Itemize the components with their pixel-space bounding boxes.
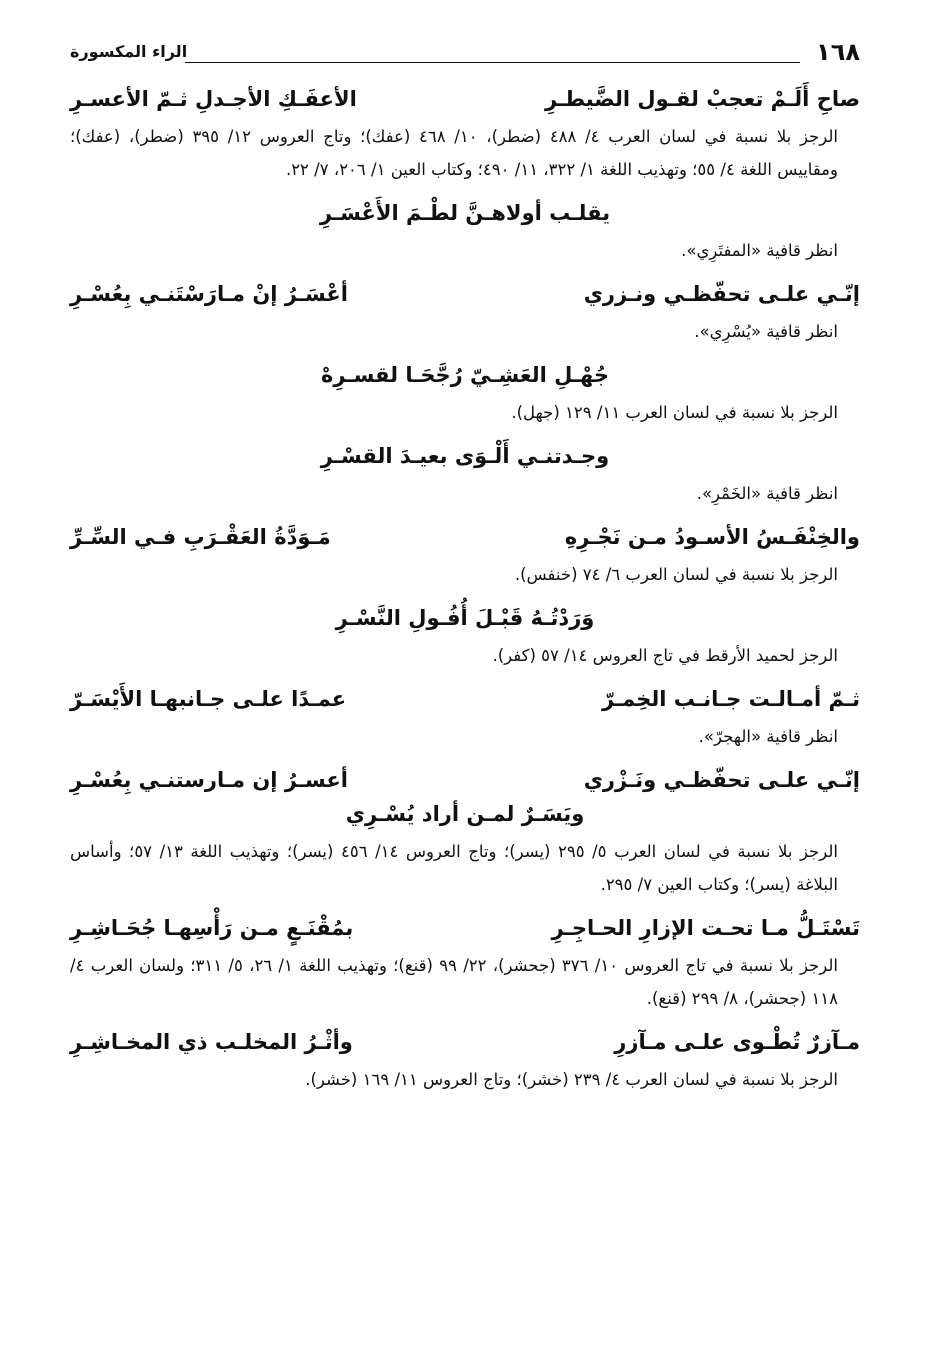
document-page: [70, 38, 860, 1096]
verse-line: [70, 84, 860, 114]
verse-single-hemistich: وَرَدْتُـهُ قَبْـلَ أُفُـولِ النَّسْـرِ: [335, 606, 595, 630]
source-note: الرجز بلا نسبة في لسان العرب ٤/ ٤٨٨ (ضطر)، ١٠/ ٤٦٨ (عفك)؛ وتاج العروس ١٢/ ٣٩٥ (ضطر)، (عفك)؛ ومقاييس اللغة ٤/ ٥٥؛ وتهذيب اللغة ١/ ٣٢٢، ١١/ ٤٩٠؛ وكتاب العين ١/ ٢٠٦، ٧/ ٢٢.: [70, 127, 838, 179]
page-header: [70, 38, 860, 72]
verse-single-hemistich: جُهْـلِ العَشِـيّ رُجَّحَـا لقسـرِهْ: [321, 363, 610, 387]
header-rule: [185, 62, 800, 63]
verse-second-hemistich: عمـدًا علـى جـانبهـا الأَيْسَـرّ: [70, 687, 347, 711]
verse-second-hemistich: وأثْـرُ المخلـب ذي المخـاشِـرِ: [70, 1030, 353, 1054]
verse-second-hemistich: الأعفَـكِ الأجـدلِ ثـمّ الأعسـرِ: [70, 87, 357, 111]
verse-first-hemistich: تَسْتَـلُّ مـا تحـت الإزارِ الحـاجِـرِ: [551, 916, 860, 940]
verse-second-hemistich: أعْسَـرُ إنْ مـارَسْتَنـي بِعُسْـرِ: [70, 282, 348, 306]
source-note: انظر قافية «المفتَرِي».: [681, 241, 838, 260]
source-note: الرجز لحميد الأرقط في تاج العروس ١٤/ ٥٧ (كفر).: [492, 646, 838, 665]
page-number: ١٦٨: [816, 38, 860, 66]
verse-line: [70, 522, 860, 552]
source-note: الرجز بلا نسبة في لسان العرب ٤/ ٢٣٩ (خشر)؛ وتاج العروس ١١/ ١٦٩ (خشر).: [305, 1070, 838, 1089]
verse-first-hemistich: مـآزرٌ تُطْـوى علـى مـآزرِ: [614, 1030, 860, 1054]
verse-first-hemistich: والخِنْفَـسُ الأسـودُ مـن نَجْـرِهِ: [564, 525, 860, 549]
verse-second-hemistich: بمُقْنَـعٍ مـن رَأْسِهـا جُحَـاشِـرِ: [70, 916, 354, 940]
verse-line: [70, 198, 860, 228]
source-note: انظر قافية «يُسْرِي».: [694, 322, 838, 341]
verse-first-hemistich: صاحِ أَلَـمْ تعجبْ لقـول الضَّيطـرِ: [545, 87, 860, 111]
verse-line: [70, 1027, 860, 1057]
verse-continuation: ويَسَـرٌ لمـن أراد يُسْـرِي: [345, 802, 585, 826]
source-note: انظر قافية «الهجرّ».: [698, 727, 838, 746]
verse-line: [70, 279, 860, 309]
verse-line: [70, 913, 860, 943]
verse-first-hemistich: إنّـي علـى تحفّظـي ونـزري: [583, 282, 860, 306]
source-note: انظر قافية «الخَمْرِ».: [696, 484, 838, 503]
source-note: الرجز بلا نسبة في لسان العرب ٥/ ٢٩٥ (يسر)؛ وتاج العروس ١٤/ ٤٥٦ (يسر)؛ وتهذيب اللغة ١٣/ ٥٧؛ وأساس البلاغة (يسر)؛ وكتاب العين ٧/ ٢٩٥.: [70, 842, 838, 894]
verse-line: [70, 603, 860, 633]
source-note: الرجز بلا نسبة في لسان العرب ٦/ ٧٤ (خنفس).: [514, 565, 838, 584]
verse-second-hemistich: أعسـرُ إن مـارستنـي بِعُسْـرِ: [70, 768, 348, 792]
verse-single-hemistich: يقلـب أولاهـنَّ لطْـمَ الأَعْسَـرِ: [319, 201, 611, 225]
verse-second-hemistich: مَـوَدَّةُ العَقْـرَبِ فـي السِّـرِّ: [70, 525, 331, 549]
source-note: الرجز بلا نسبة في تاج العروس ١٠/ ٣٧٦ (جحشر)، ٢٢/ ٩٩ (قنع)؛ وتهذيب اللغة ١/ ٢٦، ٥/ ٣١١؛ ولسان العرب ٤/ ١١٨ (جحشر)، ٨/ ٢٩٩ (قنع).: [70, 956, 838, 1008]
running-title: الراء المكسورة: [70, 42, 188, 61]
verse-line: [70, 441, 860, 471]
verse-line: [70, 765, 860, 795]
verse-single-hemistich: وجـدتنـي أَلْـوَى بعيـدَ القسْـرِ: [320, 444, 610, 468]
verse-line: [70, 684, 860, 714]
verse-line: [70, 799, 860, 829]
verse-line: [70, 360, 860, 390]
verse-first-hemistich: إنّـي علـى تحفّظـي ونَـزْري: [583, 768, 860, 792]
verse-first-hemistich: ثـمّ أمـالـت جـانـب الخِمـرّ: [601, 687, 860, 711]
source-note: الرجز بلا نسبة في لسان العرب ١١/ ١٢٩ (جهل).: [511, 403, 838, 422]
